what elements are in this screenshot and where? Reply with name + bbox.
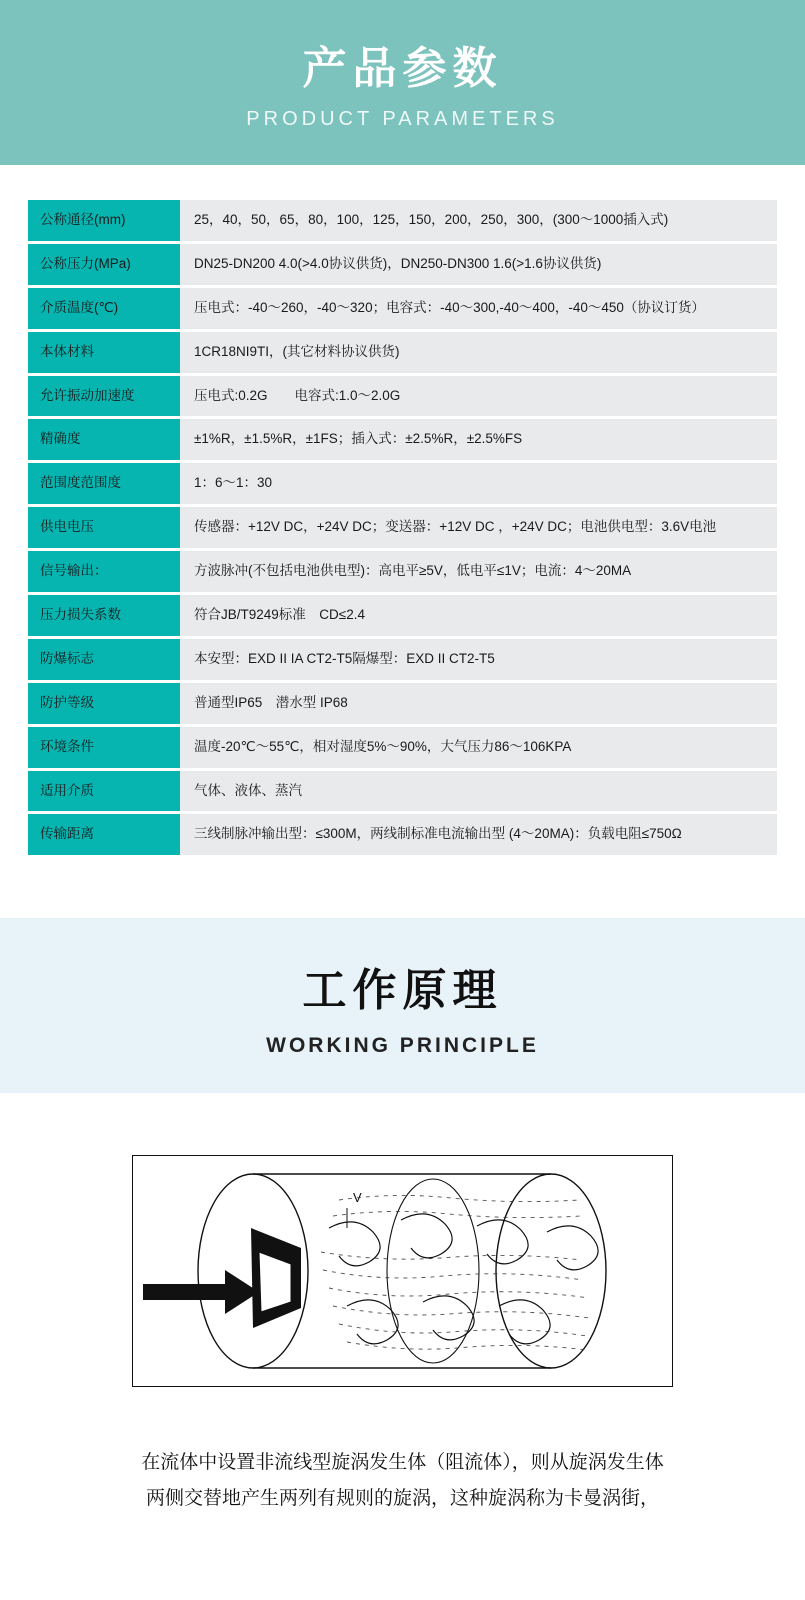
table-row: [28, 463, 777, 504]
working-principle-title-cn: 工作原理: [302, 965, 503, 1015]
param-value: 本安型：EXD II IA CT2-T5隔爆型：EXD II CT2-T5: [180, 639, 777, 680]
param-label: 防爆标志: [28, 639, 180, 680]
param-value: ±1%R，±1.5%R，±1FS；插入式：±2.5%R，±2.5%FS: [180, 419, 777, 460]
param-label: 公称通径(mm): [28, 200, 180, 241]
table-row: [28, 288, 777, 329]
param-label: 本体材料: [28, 332, 180, 373]
table-row: [28, 419, 777, 460]
working-principle-header: [0, 918, 805, 1093]
param-value: 压电式：-40～260，-40～320；电容式：-40～300,-40～400，-40～450（协议订货）: [180, 288, 777, 329]
velocity-label: V: [353, 1190, 362, 1206]
param-label: 供电电压: [28, 507, 180, 548]
table-row: [28, 727, 777, 768]
param-label: 适用介质: [28, 771, 180, 812]
param-value: 压电式:0.2G 电容式:1.0～2.0G: [180, 376, 777, 417]
param-label: 环境条件: [28, 727, 180, 768]
product-parameters-header: [0, 0, 805, 165]
param-label: 信号输出：: [28, 551, 180, 592]
param-value: 1：6～1：30: [180, 463, 777, 504]
table-row: [28, 639, 777, 680]
param-label: 范围度范围度: [28, 463, 180, 504]
principle-caption: [0, 1445, 805, 1555]
flow-arrow-icon: [143, 1270, 259, 1314]
param-label: 精确度: [28, 419, 180, 460]
table-row: [28, 814, 777, 855]
table-row: [28, 771, 777, 812]
principle-caption-line1: 在流体中设置非流线型旋涡发生体（阻流体），则从旋涡发生体: [141, 1452, 664, 1474]
parameters-table-wrap: [0, 165, 805, 858]
param-label: 允许振动加速度: [28, 376, 180, 417]
table-row: [28, 683, 777, 724]
param-value: 25，40，50，65，80，100，125，150，200，250，300，(300～1000插入式): [180, 200, 777, 241]
param-label: 公称压力(MPa): [28, 244, 180, 285]
param-value: 气体、液体、蒸汽: [180, 771, 777, 812]
param-value: 方波脉冲(不包括电池供电型)：高电平≥5V，低电平≤1V；电流：4～20MA: [180, 551, 777, 592]
param-label: 介质温度(℃): [28, 288, 180, 329]
param-value: 1CR18NI9TI，(其它材料协议供货): [180, 332, 777, 373]
bluff-body-shape: [251, 1228, 301, 1328]
table-row: [28, 376, 777, 417]
table-row: [28, 507, 777, 548]
param-value: DN25-DN200 4.0(>4.0协议供货)，DN250-DN300 1.6(>1.6协议供货): [180, 244, 777, 285]
param-value: 普通型IP65 潜水型 IP68: [180, 683, 777, 724]
table-row: [28, 595, 777, 636]
table-row: [28, 200, 777, 241]
working-principle-title-en: WORKING PRINCIPLE: [266, 1033, 539, 1057]
table-row: [28, 332, 777, 373]
param-value: 三线制脉冲输出型：≤300M，两线制标准电流输出型 (4～20MA)：负载电阻≤750Ω: [180, 814, 777, 855]
parameters-table: [28, 197, 777, 858]
param-value: 传感器：+12V DC，+24V DC；变送器：+12V DC ，+24V DC；电池供电型：3.6V电池: [180, 507, 777, 548]
param-label: 传输距离: [28, 814, 180, 855]
table-row: [28, 551, 777, 592]
param-value: 符合JB/T9249标准 CD≤2.4: [180, 595, 777, 636]
principle-caption-line2: 两侧交替地产生两列有规则的旋涡，这种旋涡称为卡曼涡街，: [145, 1487, 659, 1509]
table-row: [28, 244, 777, 285]
param-label: 防护等级: [28, 683, 180, 724]
parameters-table-body: [28, 200, 777, 855]
diagram-wrap: [0, 1155, 805, 1387]
product-parameters-title-cn: 产品参数: [302, 43, 503, 93]
karman-vortex-street-diagram: [132, 1155, 673, 1387]
vortex-diagram-svg: [133, 1156, 672, 1386]
param-value: 温度-20℃～55℃，相对湿度5%～90%，大气压力86～106KPA: [180, 727, 777, 768]
product-parameters-title-en: PRODUCT PARAMETERS: [246, 107, 559, 130]
param-label: 压力损失系数: [28, 595, 180, 636]
